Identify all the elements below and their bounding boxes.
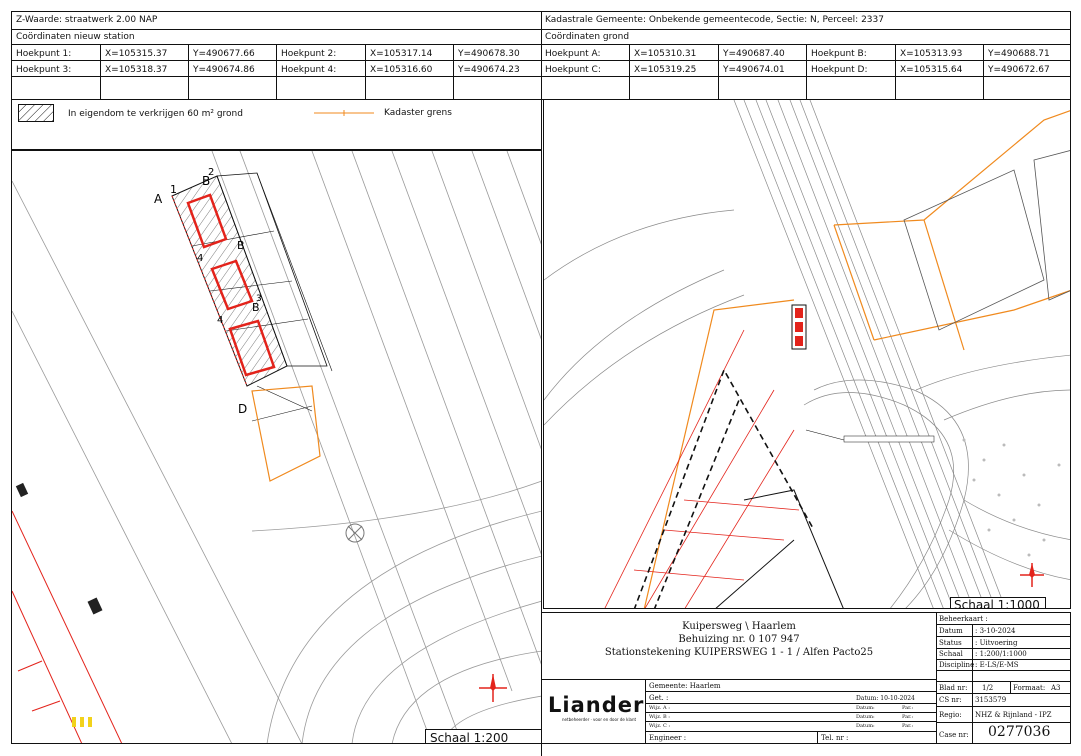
liander-logo: Liander — [548, 693, 645, 717]
wijz-c-par: Par.: — [902, 723, 914, 729]
blad-value: 1/2 — [982, 684, 994, 692]
formaat-value: A3 — [1051, 684, 1061, 692]
label-4b: 4 — [217, 315, 224, 326]
hoekpunt-d-x: X=105315.64 — [900, 65, 963, 75]
hoekpunt-d-label: Hoekpunt D: — [811, 65, 868, 75]
wijz-a-datum: Datum: — [856, 705, 875, 711]
title-line-1: Kuipersweg \ Haarlem — [682, 621, 796, 632]
wijz-a-par: Par.: — [902, 705, 914, 711]
left-map-drawing — [12, 151, 541, 743]
blad-label: Blad nr: — [939, 684, 968, 692]
coord-title-station: Coördinaten nieuw station — [16, 32, 135, 42]
wijz-b-datum: Datum: — [856, 714, 875, 720]
schaal-label: Schaal — [939, 650, 963, 658]
hoekpunt-2-label: Hoekpunt 2: — [281, 49, 337, 59]
gemeente: Gemeente: Haarlem — [649, 682, 721, 690]
hoekpunt-3-label: Hoekpunt 3: — [16, 65, 72, 75]
discipline-label: Discipline — [939, 661, 975, 669]
legend-kadaster-label: Kadaster grens — [384, 108, 452, 118]
regio-value: NHZ & Rijnland - IPZ — [975, 711, 1052, 719]
left-scale-label: Schaal 1:200 — [430, 731, 509, 743]
z-waarde: Z-Waarde: straatwerk 2.00 NAP — [16, 15, 158, 25]
kadaster-line-icon — [314, 109, 374, 117]
hoekpunt-4-y: Y=490674.23 — [458, 65, 520, 75]
title-line-3: Stationstekening KUIPERSWEG 1 - 1 / Alfen Pacto25 — [604, 647, 874, 658]
regio-label: Regio: — [939, 711, 962, 719]
label-1: 1 — [170, 183, 177, 196]
kadastrale-gemeente: Kadastrale Gemeente: Onbekende gemeentecode, Sectie: N, Perceel: 2337 — [545, 15, 884, 25]
status-label: Status — [939, 639, 962, 647]
hoekpunt-1-y: Y=490677.66 — [193, 49, 255, 59]
hoekpunt-2-y: Y=490678.30 — [458, 49, 520, 59]
hoekpunt-4-label: Hoekpunt 4: — [281, 65, 337, 75]
get-date: Datum: 10-10-2024 — [856, 695, 915, 702]
hoekpunt-c-label: Hoekpunt C: — [545, 65, 601, 75]
beheerkaart-label: Beheerkaart : — [939, 615, 988, 623]
hoekpunt-3-x: X=105318.37 — [105, 65, 168, 75]
label-b3: B — [252, 301, 260, 314]
hoekpunt-2-x: X=105317.14 — [370, 49, 433, 59]
title-line-2: Behuizing nr. 0 107 947 — [678, 634, 800, 645]
hoekpunt-a-y: Y=490687.40 — [723, 49, 785, 59]
liander-logo-sub: netbeheerder · voor en door de klant — [562, 717, 637, 722]
left-scale-box — [425, 729, 541, 743]
datum-label: Datum — [939, 627, 963, 635]
cs-label: CS nr: — [939, 696, 962, 704]
left-map — [11, 150, 541, 743]
hoekpunt-d-y: Y=490672.67 — [988, 65, 1050, 75]
legend-eigendom-label: In eigendom te verkrijgen 60 m² grond — [68, 109, 243, 119]
label-3: 3 — [256, 294, 262, 304]
wijz-c: Wijz. C : — [649, 723, 671, 729]
right-map-drawing — [544, 100, 1071, 609]
datum-value: : 3-10-2024 — [975, 627, 1016, 635]
get-label: Get. : — [649, 694, 669, 702]
hoekpunt-b-y: Y=490688.71 — [988, 49, 1050, 59]
right-scale-label: Schaal 1:1000 — [954, 598, 1040, 609]
wijz-b: Wijz. B : — [649, 714, 670, 720]
hoekpunt-1-label: Hoekpunt 1: — [16, 49, 72, 59]
case-value: 0277036 — [988, 724, 1051, 740]
engineer: Engineer : — [649, 734, 687, 742]
hoekpunt-a-x: X=105310.31 — [634, 49, 697, 59]
label-b2: B — [237, 239, 245, 252]
right-header — [541, 11, 1071, 99]
label-2: 2 — [208, 167, 215, 178]
formaat-label: Formaat: — [1013, 684, 1046, 692]
discipline-value: : E-LS/E-MS — [975, 661, 1019, 669]
left-header — [11, 11, 541, 99]
label-a: A — [154, 192, 163, 206]
tel: Tel. nr : — [821, 734, 849, 742]
case-label: Case nr: — [939, 731, 969, 739]
hoekpunt-b-label: Hoekpunt B: — [811, 49, 867, 59]
hoekpunt-c-y: Y=490674.01 — [723, 65, 785, 75]
right-map — [543, 99, 1071, 609]
status-value: : Uitvoering — [975, 639, 1018, 647]
wijz-b-par: Par.: — [902, 714, 914, 720]
wijz-a: Wijz. A : — [649, 705, 670, 711]
hoekpunt-3-y: Y=490674.86 — [193, 65, 255, 75]
hoekpunt-a-label: Hoekpunt A: — [545, 49, 601, 59]
legend — [11, 99, 541, 150]
cs-value: 3153579 — [975, 696, 1007, 704]
schaal-value: : 1:200/1:1000 — [975, 650, 1027, 658]
right-scale-box — [950, 597, 1046, 609]
hoekpunt-b-x: X=105313.93 — [900, 49, 963, 59]
wijz-c-datum: Datum: — [856, 723, 875, 729]
hatch-swatch-icon — [18, 104, 54, 122]
north-arrow-icon — [479, 674, 507, 702]
hoekpunt-1-x: X=105315.37 — [105, 49, 168, 59]
coord-title-grond: Coördinaten grond — [545, 32, 630, 42]
hoekpunt-c-x: X=105319.25 — [634, 65, 697, 75]
label-b: B — [202, 174, 211, 188]
label-d: D — [238, 402, 248, 416]
title-block — [541, 612, 1071, 744]
label-4: 4 — [197, 253, 204, 264]
hoekpunt-4-x: X=105316.60 — [370, 65, 433, 75]
